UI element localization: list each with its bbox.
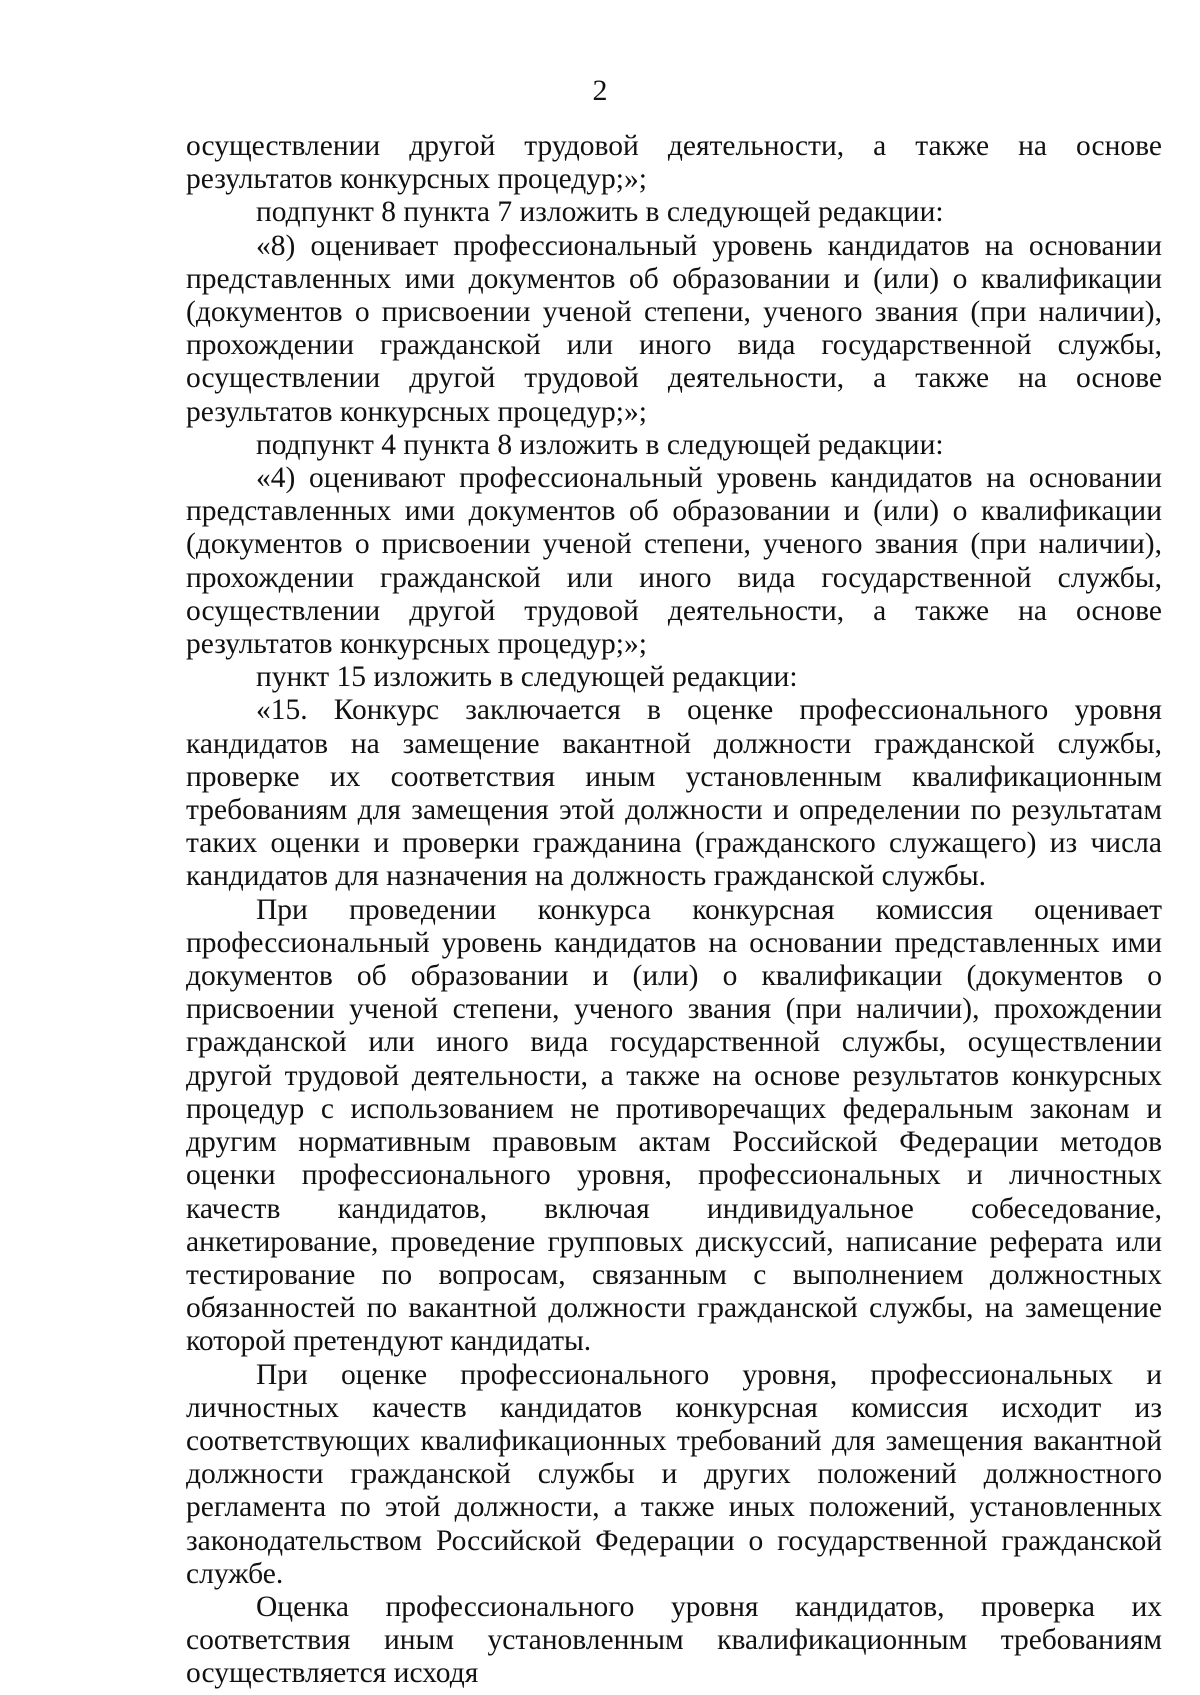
paragraph-subpoint-8-intro: подпункт 8 пункта 7 изложить в следующей редакции: [256,196,944,229]
paragraph-point-15-text: «15. Конкурс заключается в оценке профессионального уровня кандидатов на замещение вакантной должности гражданской службы, проверке их соответствия иным установленным квалификационным требованиям для замещения этой должности и определении по результатам таких оценки и проверки гражданина (гражданского служащего) из числа кандидатов для назначения на должность гражданской службы. [186,694,1162,893]
paragraph-subpoint-4-text: «4) оценивают профессиональный уровень кандидатов на основании представленных ими документов об образовании и (или) о квалификации (документов о присвоении ученой степени, ученого звания (при наличии), прохождении гражданской или иного вида государственной службы, осуществлении другой трудовой деятельности, а также на основе результатов конкурсных процедур;»; [186,462,1162,661]
paragraph-subpoint-8-text: «8) оценивает профессиональный уровень кандидатов на основании представленных ими документов об образовании и (или) о квалификации (документов о присвоении ученой степени, ученого звания (при наличии), прохождении гражданской или иного вида государственной службы, осуществлении другой трудовой деятельности, а также на основе результатов конкурсных процедур;»; [186,229,1162,428]
paragraph-point-15-intro: пункт 15 изложить в следующей редакции: [256,661,798,694]
paragraph-assessment-procedure: Оценка профессионального уровня кандидатов, проверка их соответствия иным установленным квалификационным требованиям осуществляется исходя [186,1590,1162,1690]
paragraph-competition-methods: При проведении конкурса конкурсная комиссия оценивает профессиональный уровень кандидатов на основании представленных ими документов об образовании и (или) о квалификации (документов о присвоении ученой степени, ученого звания (при наличии), прохождении гражданской или иного вида государственной службы, осуществлении другой трудовой деятельности, а также на основе результатов конкурсных процедур с использованием не противоречащих федеральным законам и другим нормативным правовым актам Российской Федерации методов оценки профессионального уровня, профессиональных и личностных качеств кандидатов, включая индивидуальное собеседование, анкетирование, проведение групповых дискуссий, написание реферата или тестирование по вопросам, связанным с выполнением должностных обязанностей по вакантной должности гражданской службы, на замещение которой претендуют кандидаты. [186,893,1162,1358]
paragraph-assessment-basis: При оценке профессионального уровня, профессиональных и личностных качеств кандидатов конкурсная комиссия исходит из соответствующих квалификационных требований для замещения вакантной должности гражданской службы и других положений должностного регламента по этой должности, а также иных положений, установленных законодательством Российской Федерации о государственной гражданской службе. [186,1358,1162,1590]
document-body [186,130,1162,1691]
paragraph-continuation: осуществлении другой трудовой деятельности, а также на основе результатов конкурсных процедур;»; [186,130,1162,196]
page-number: 2 [592,74,608,107]
paragraph-subpoint-4-intro: подпункт 4 пункта 8 изложить в следующей редакции: [256,428,944,461]
